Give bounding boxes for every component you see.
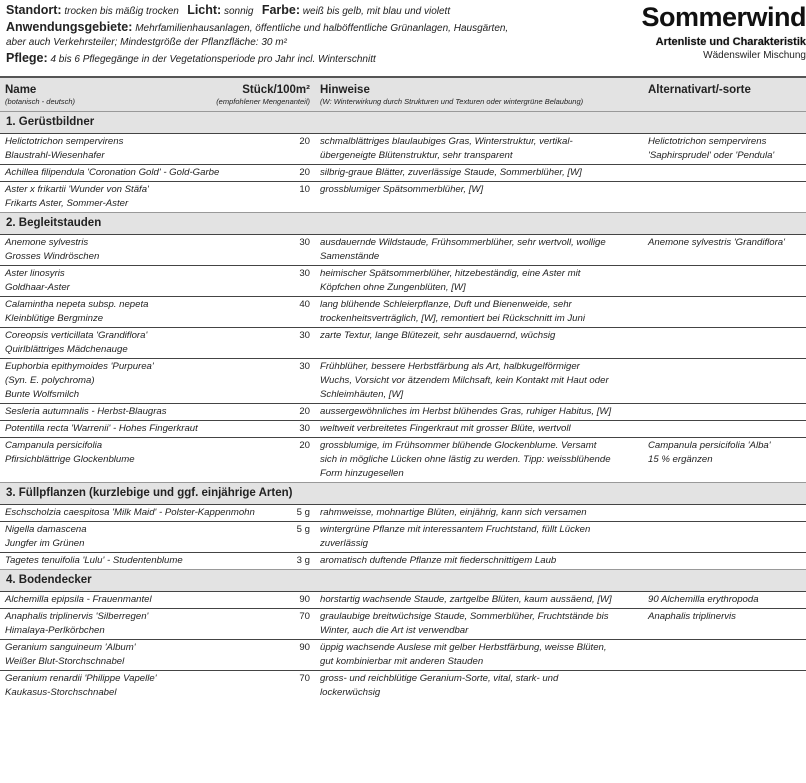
table-row [0, 266, 806, 297]
quantity: 3 g [296, 555, 310, 566]
hint-line: Schleimhäuten, [W] [320, 389, 404, 400]
plant-name-line: Blaustrahl-Wiesenhafer [5, 150, 105, 161]
header-hint-cell [315, 77, 643, 112]
plant-name [5, 593, 152, 607]
hint-line: graulaubige breitwüchsige Staude, Sommerblüher, Fruchtstände bis [320, 611, 609, 622]
hint-line: aromatisch duftende Pflanze mit fiederschnittigem Laub [320, 555, 557, 566]
section-header [0, 112, 806, 134]
plant-name-line: Coreopsis verticillata 'Grandiflora' [5, 330, 148, 341]
name-cell [0, 404, 315, 421]
standort-label: Standort: [6, 3, 62, 17]
name-qty-wrap [5, 267, 310, 295]
alt-line: Campanula persicifolia 'Alba' [648, 440, 771, 451]
hint-cell [315, 505, 643, 522]
table-row [0, 134, 806, 165]
quantity: 30 [299, 361, 310, 372]
name-qty-wrap [5, 641, 310, 669]
hint-line: wintergrüne Pflanze mit interessantem Fruchtstand, füllt Lücken [320, 524, 591, 535]
anwendung-value-2: aber auch Verkehrsteiler; Mindestgröße der Pflanzfläche: 30 m² [6, 37, 287, 48]
plant-name [5, 554, 183, 568]
table-row [0, 592, 806, 609]
quantity: 90 [299, 642, 310, 653]
alt-cell [643, 505, 806, 522]
plant-name [5, 439, 135, 467]
plant-name-line: Anemone sylvestris [5, 237, 89, 248]
name-cell [0, 182, 315, 213]
alt-cell [643, 297, 806, 328]
plant-name [5, 135, 123, 163]
name-qty-wrap [5, 166, 310, 180]
meta-line-2 [6, 20, 508, 37]
brand-title: Sommerwind [641, 2, 806, 32]
name-qty-wrap [5, 135, 310, 163]
hint-line: Form hinzugesellen [320, 468, 404, 479]
header-alt: Alternativart/-sorte [648, 84, 751, 96]
hint-line: gross- und reichblütige Geranium-Sorte, vital, stark- und [320, 673, 559, 684]
hint-cell [315, 404, 643, 421]
section-header [0, 483, 806, 505]
name-qty-wrap [5, 360, 310, 402]
plant-name-line: Bunte Wolfsmilch [5, 389, 80, 400]
quantity: 5 g [296, 524, 310, 535]
alt-cell [643, 438, 806, 483]
farbe-label: Farbe: [261, 3, 301, 17]
table-row [0, 235, 806, 266]
plant-name [5, 329, 147, 357]
plant-name [5, 183, 149, 211]
alt-line: Helictotrichon sempervirens [648, 136, 767, 147]
alt-cell [643, 640, 806, 671]
brand-block [641, 2, 806, 61]
table-row [0, 553, 806, 570]
hint-cell [315, 609, 643, 640]
name-cell [0, 553, 315, 570]
plant-name-line: Alchemilla epipsila - Frauenmantel [5, 594, 152, 605]
table-row [0, 609, 806, 640]
hint-line: heimischer Spätsommerblüher, hitzebeständig, eine Aster mit [320, 268, 581, 279]
name-qty-wrap [5, 672, 310, 700]
quantity: 30 [299, 330, 310, 341]
plant-name-line: Goldhaar-Aster [5, 282, 70, 293]
section-header [0, 213, 806, 235]
table-row [0, 297, 806, 328]
meta-line-1 [6, 3, 508, 20]
plant-name [5, 641, 136, 669]
name-cell [0, 671, 315, 702]
quantity: 70 [299, 673, 310, 684]
alt-line: Anemone sylvestris 'Grandiflora' [648, 237, 785, 248]
standort-value: trocken bis mäßig trocken [64, 6, 179, 17]
hint-line: sich in mögliche Lücken ohne lästig zu werden. Tipp: weissblühende [320, 454, 611, 465]
table-row [0, 438, 806, 483]
table-row [0, 328, 806, 359]
name-cell [0, 235, 315, 266]
hint-cell [315, 438, 643, 483]
hint-line: rahmweisse, mohnartige Blüten, einjährig, kann sich versamen [320, 507, 587, 518]
name-cell [0, 505, 315, 522]
licht-value: sonnig [224, 6, 254, 17]
hint-line: Winter, auch die Art ist verwendbar [320, 625, 469, 636]
name-qty-wrap [5, 298, 310, 326]
table-header [0, 77, 806, 112]
quantity: 30 [299, 268, 310, 279]
hint-cell [315, 297, 643, 328]
plant-name-line: Geranium renardii 'Philippe Vapelle' [5, 673, 157, 684]
name-qty-wrap [5, 439, 310, 467]
hint-line: weltweit verbreitetes Fingerkraut mit grosser Blüte, wertvoll [320, 423, 571, 434]
alt-line: Anaphalis triplinervis [648, 611, 736, 622]
header-name-qty [0, 77, 315, 112]
quantity: 40 [299, 299, 310, 310]
quantity: 20 [299, 136, 310, 147]
quantity: 5 g [296, 507, 310, 518]
quantity: 30 [299, 423, 310, 434]
hint-line: zarte Textur, lange Blütezeit, sehr ausdauernd, wüchsig [320, 330, 556, 341]
header-hint: Hinweise [320, 84, 370, 96]
plant-name-line: Campanula persicifolia [5, 440, 103, 451]
alt-cell [643, 592, 806, 609]
header-hint-sub: (W: Winterwirkung durch Strukturen und Texturen oder wintergrüne Belaubung) [320, 97, 584, 106]
section-title: 4. Bodendecker [0, 570, 806, 592]
hint-cell [315, 592, 643, 609]
hint-line: Köpfchen ohne Zungenblüten, [W] [320, 282, 466, 293]
name-qty-wrap [5, 183, 310, 211]
hint-cell [315, 266, 643, 297]
plant-name-line: Nigella damascena [5, 524, 87, 535]
table-row [0, 182, 806, 213]
table-row [0, 640, 806, 671]
alt-cell [643, 421, 806, 438]
hint-line: horstartig wachsende Staude, zartgelbe Blüten, kaum aussäend, [W] [320, 594, 612, 605]
quantity: 20 [299, 167, 310, 178]
name-cell [0, 328, 315, 359]
name-cell [0, 297, 315, 328]
header-name: Name [5, 84, 37, 96]
name-cell [0, 266, 315, 297]
name-cell [0, 592, 315, 609]
name-cell [0, 165, 315, 182]
hint-cell [315, 134, 643, 165]
hint-cell [315, 359, 643, 404]
table-row [0, 165, 806, 182]
species-table [0, 76, 806, 701]
plant-name-line: Grosses Windröschen [5, 251, 100, 262]
hint-cell [315, 421, 643, 438]
hint-line: aussergewöhnliches im Herbst blühendes Gras, ruhiger Habitus, [W] [320, 406, 612, 417]
name-cell [0, 438, 315, 483]
table-row [0, 522, 806, 553]
plant-name-line: Potentilla recta 'Warrenii' - Hohes Fingerkraut [5, 423, 198, 434]
plant-name-line: Helictotrichon sempervirens [5, 136, 124, 147]
alt-line: 90 Alchemilla erythropoda [648, 594, 759, 605]
plant-name-line: Kaukasus-Storchschnabel [5, 687, 117, 698]
hint-line: trockenheitsverträglich, [W], remontiert bei Rückschnitt im Juni [320, 313, 585, 324]
pflege-value: 4 bis 6 Pflegegänge in der Vegetationsperiode pro Jahr incl. Winterschnitt [50, 53, 376, 65]
hint-line: ausdauernde Wildstaude, Frühsommerblüher, sehr wertvoll, wollige [320, 237, 606, 248]
name-cell [0, 522, 315, 553]
name-qty-wrap [5, 554, 310, 568]
name-cell [0, 609, 315, 640]
name-qty-wrap [5, 610, 310, 638]
plant-name [5, 506, 255, 520]
plant-name [5, 422, 198, 436]
header-name-sub: (botanisch - deutsch) [5, 97, 76, 106]
alt-line: 'Saphirsprudel' oder 'Pendula' [648, 150, 775, 161]
hint-line: schmalblättriges blaulaubiges Gras, Winterstruktur, vertikal- [320, 136, 573, 147]
hint-cell [315, 522, 643, 553]
alt-cell [643, 522, 806, 553]
header-alt-cell [643, 77, 806, 112]
brand-mix: Wädenswiler Mischung [703, 50, 806, 61]
quantity: 10 [299, 184, 310, 195]
quantity: 20 [299, 406, 310, 417]
hint-line: grossblumige, im Frühsommer blühende Glockenblume. Versamt [320, 440, 597, 451]
table-row [0, 505, 806, 522]
name-cell [0, 359, 315, 404]
name-qty-wrap [5, 523, 310, 551]
document-header [0, 0, 806, 76]
licht-label: Licht: [187, 3, 222, 17]
hint-line: Samenstände [320, 251, 380, 262]
hint-cell [315, 182, 643, 213]
plant-name-line: Calamintha nepeta subsp. nepeta [5, 299, 149, 310]
anwendung-value-1: Mehrfamilienhausanlagen, öffentliche und halböffentliche Grünanlagen, Hausgärten, [135, 22, 509, 34]
table-row [0, 359, 806, 404]
plant-name [5, 405, 167, 419]
plant-name-line: Himalaya-Perlkörbchen [5, 625, 105, 636]
plant-name-line: Anaphalis triplinervis 'Silberregen' [5, 611, 149, 622]
hint-line: lang blühende Schleierpflanze, Duft und Bienenweide, sehr [320, 299, 572, 310]
hint-line: übergeneigte Blütenstruktur, sehr transparent [320, 150, 513, 161]
alt-cell [643, 359, 806, 404]
table-row [0, 671, 806, 702]
plant-name-line: Frikarts Aster, Sommer-Aster [5, 198, 129, 209]
plant-name-line: Weißer Blut-Storchschnabel [5, 656, 125, 667]
plant-name-line: Kleinblütige Bergminze [5, 313, 104, 324]
alt-cell [643, 165, 806, 182]
alt-cell [643, 266, 806, 297]
hint-line: gut kombinierbar mit anderen Stauden [320, 656, 484, 667]
alt-cell [643, 328, 806, 359]
site-conditions [6, 3, 508, 67]
quantity: 20 [299, 440, 310, 451]
name-qty-wrap [5, 329, 310, 357]
hint-line: zuverlässig [320, 538, 368, 549]
hint-cell [315, 640, 643, 671]
table-row [0, 404, 806, 421]
alt-cell [643, 404, 806, 421]
plant-name [5, 166, 219, 180]
plant-name-line: Euphorbia epithymoides 'Purpurea' [5, 361, 154, 372]
header-qty-sub: (empfohlener Mengenanteil) [216, 97, 310, 106]
name-cell [0, 134, 315, 165]
section-title: 1. Gerüstbildner [0, 112, 806, 134]
section-title: 2. Begleitstauden [0, 213, 806, 235]
alt-cell [643, 235, 806, 266]
hint-cell [315, 328, 643, 359]
name-qty-wrap [5, 236, 310, 264]
quantity: 30 [299, 237, 310, 248]
plant-name-line: Geranium sanguineum 'Album' [5, 642, 136, 653]
plant-name [5, 610, 148, 638]
alt-cell [643, 553, 806, 570]
plant-name-line: Pfirsichblättrige Glockenblume [5, 454, 135, 465]
alt-line: 15 % ergänzen [648, 454, 713, 465]
hint-line: üppig wachsende Auslese mit gelber Herbstfärbung, weisse Blüten, [320, 642, 607, 653]
plant-name [5, 267, 70, 295]
anwendung-label: Anwendungsgebiete: [6, 19, 133, 34]
farbe-value: weiß bis gelb, mit blau und violett [302, 6, 451, 17]
name-qty-wrap [5, 593, 310, 607]
hint-line: Wuchs, Vorsicht vor ätzendem Milchsaft, kein Kontakt mit Haut oder [320, 375, 609, 386]
table-row [0, 421, 806, 438]
section-header [0, 570, 806, 592]
hint-line: lockerwüchsig [320, 687, 381, 698]
hint-cell [315, 235, 643, 266]
plant-name [5, 298, 148, 326]
hint-line: silbrig-graue Blätter, zuverlässige Staude, Sommerblüher, [W] [320, 167, 582, 178]
plant-name-line: (Syn. E. polychroma) [5, 375, 95, 386]
plant-name-line: Achillea filipendula 'Coronation Gold' - Gold-Garbe [5, 167, 220, 178]
alt-cell [643, 609, 806, 640]
plant-name-line: Tagetes tenuifolia 'Lulu' - Studentenblume [5, 555, 183, 566]
hint-line: Frühblüher, bessere Herbstfärbung als Art, halbkugelförmiger [320, 361, 580, 372]
section-title: 3. Füllpflanzen (kurzlebige und ggf. einjährige Arten) [0, 483, 806, 505]
alt-cell [643, 671, 806, 702]
name-qty-wrap [5, 506, 310, 520]
name-cell [0, 640, 315, 671]
brand-subtitle: Artenliste und Charakteristik [655, 36, 806, 48]
header-qty: Stück/100m² [242, 84, 310, 96]
alt-cell [643, 134, 806, 165]
hint-cell [315, 671, 643, 702]
name-qty-wrap [5, 422, 310, 436]
plant-name [5, 672, 157, 700]
plant-name-line: Aster x frikartii 'Wunder von Stäfa' [5, 184, 149, 195]
pflege-label: Pflege: [6, 50, 48, 65]
hint-line: grossblumiger Spätsommerblüher, [W] [320, 184, 484, 195]
hint-cell [315, 165, 643, 182]
plant-name-line: Eschscholzia caespitosa 'Milk Maid' - Polster-Kappenmohn [5, 507, 255, 518]
quantity: 90 [299, 594, 310, 605]
meta-line-4 [6, 51, 508, 68]
meta-line-3 [6, 36, 508, 51]
name-qty-wrap [5, 405, 310, 419]
name-cell [0, 421, 315, 438]
plant-name-line: Quirlblättriges Mädchenauge [5, 344, 128, 355]
plant-name-line: Sesleria autumnalis - Herbst-Blaugras [5, 406, 167, 417]
plant-name [5, 523, 87, 551]
plant-name-line: Jungfer im Grünen [5, 538, 85, 549]
plant-name [5, 236, 99, 264]
plant-name-line: Aster linosyris [5, 268, 65, 279]
plant-name [5, 360, 154, 402]
hint-cell [315, 553, 643, 570]
quantity: 70 [299, 611, 310, 622]
alt-cell [643, 182, 806, 213]
